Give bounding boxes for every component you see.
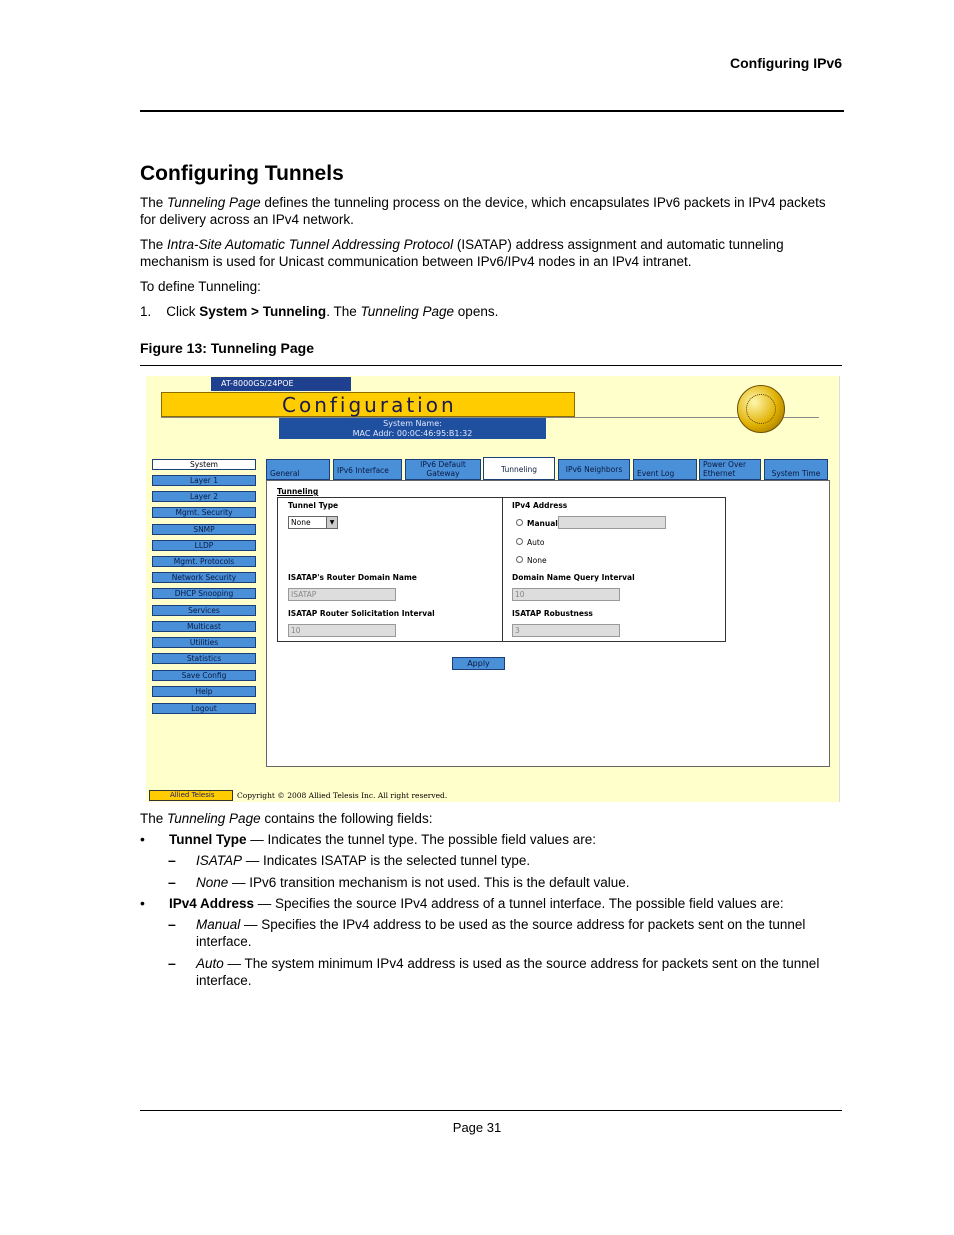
bullet-marker: • xyxy=(140,895,145,911)
sidebar-item-save-config[interactable]: Save Config xyxy=(152,670,256,681)
sidebar-item-layer1[interactable]: Layer 1 xyxy=(152,475,256,486)
subitem-manual: Manual — Specifies the IPv4 address to be used as the source address for packets sent on the tunnel interface. xyxy=(196,917,806,949)
sidebar-item-utilities[interactable]: Utilities xyxy=(152,637,256,648)
dash-marker: – xyxy=(168,852,176,868)
form-divider xyxy=(502,498,503,641)
tab-ipv6-neighbors[interactable]: IPv6 Neighbors xyxy=(558,459,630,480)
sidebar-item-mgmt-protocols[interactable]: Mgmt. Protocols xyxy=(152,556,256,567)
figure-rule xyxy=(140,365,842,366)
sidebar-item-services[interactable]: Services xyxy=(152,605,256,616)
sidebar-item-multicast[interactable]: Multicast xyxy=(152,621,256,632)
page-number: Page 31 xyxy=(452,1120,502,1135)
dash-marker: – xyxy=(168,955,176,971)
tunnel-type-label: Tunnel Type xyxy=(288,501,339,510)
running-header: Configuring IPv6 xyxy=(730,55,842,71)
header-rule xyxy=(140,110,844,112)
robustness-field[interactable]: 3 xyxy=(512,624,620,637)
dash-marker: – xyxy=(168,874,176,890)
sidebar-item-logout[interactable]: Logout xyxy=(152,703,256,714)
intro-paragraph-1: The Tunneling Page defines the tunneling process on the device, which encapsulates IPv6 packets in IPv4 packets for delivery across an IPv4 network. xyxy=(140,195,826,227)
copyright-text: Copyright © 2008 Allied Telesis Inc. All right reserved. xyxy=(237,791,448,800)
sidebar-item-dhcp-snooping[interactable]: DHCP Snooping xyxy=(152,588,256,599)
subitem-none: None — IPv6 transition mechanism is not used. This is the default value. xyxy=(196,875,630,890)
tab-general[interactable]: General xyxy=(266,459,330,480)
sidebar-item-network-security[interactable]: Network Security xyxy=(152,572,256,583)
ipv4-address-label: IPv4 Address xyxy=(512,501,568,510)
intro-paragraph-2: The Intra-Site Automatic Tunnel Addressing Protocol (ISATAP) address assignment and automatic tunneling mechanism is used for Unicast communication between IPv6/IPv4 nodes in an IPv4 intranet. xyxy=(140,237,784,269)
panel-title: Tunneling xyxy=(277,487,319,496)
subitem-isatap: ISATAP — Indicates ISATAP is the selected tunnel type. xyxy=(196,853,531,868)
model-label: AT-8000GS/24POE xyxy=(211,377,351,391)
query-interval-label: Domain Name Query Interval xyxy=(512,573,635,582)
subitem-auto: Auto — The system minimum IPv4 address is used as the source address for packets sent on the tunnel interface. xyxy=(196,956,820,988)
solicitation-interval-field[interactable]: 10 xyxy=(288,624,396,637)
radio-auto-label: Auto xyxy=(527,538,545,547)
radio-none-label: None xyxy=(527,556,547,565)
isatap-domain-field[interactable]: ISATAP xyxy=(288,588,396,601)
bullet-ipv4-address: IPv4 Address — Specifies the source IPv4 address of a tunnel interface. The possible field values are: xyxy=(169,896,784,911)
system-name: System Name: xyxy=(383,419,442,428)
fields-intro: The Tunneling Page contains the following fields: xyxy=(140,811,433,826)
radio-auto[interactable] xyxy=(516,538,523,545)
dash-marker: – xyxy=(168,916,176,932)
tab-tunneling[interactable]: Tunneling xyxy=(483,457,555,480)
footer-rule xyxy=(140,1110,842,1111)
bullet-tunnel-type: Tunnel Type — Indicates the tunnel type. The possible field values are: xyxy=(169,832,596,847)
tunneling-panel xyxy=(266,480,830,767)
sidebar-item-layer2[interactable]: Layer 2 xyxy=(152,491,256,502)
tunnel-type-select[interactable] xyxy=(288,516,338,529)
isatap-domain-label: ISATAP's Router Domain Name xyxy=(288,573,417,582)
query-interval-field[interactable]: 10 xyxy=(512,588,620,601)
mac-address: MAC Addr: 00:0C:46:95:B1:32 xyxy=(352,428,473,438)
tunnel-type-value: None xyxy=(291,518,311,527)
chevron-down-icon: ▼ xyxy=(326,517,337,528)
globe-logo-icon xyxy=(737,385,785,433)
section-title: Configuring Tunnels xyxy=(140,162,344,185)
robustness-label: ISATAP Robustness xyxy=(512,609,593,618)
configuration-banner: Configuration xyxy=(161,392,575,417)
intro-paragraph-3: To define Tunneling: xyxy=(140,279,261,294)
sidebar-item-system[interactable]: System xyxy=(152,459,256,470)
sidebar-item-statistics[interactable]: Statistics xyxy=(152,653,256,664)
ipv4-address-field[interactable] xyxy=(558,516,666,529)
allied-telesis-logo: Allied Telesis xyxy=(149,790,233,801)
bullet-marker: • xyxy=(140,831,145,847)
figure-caption: Figure 13: Tunneling Page xyxy=(140,340,314,356)
tunneling-page-screenshot xyxy=(146,376,840,802)
radio-none[interactable] xyxy=(516,556,523,563)
tab-ipv6-default-gateway[interactable]: IPv6 Default Gateway xyxy=(405,459,481,480)
tab-power-over-ethernet[interactable]: Power Over Ethernet xyxy=(699,459,761,480)
tunneling-form xyxy=(277,497,726,642)
tab-ipv6-interface[interactable]: IPv6 Interface xyxy=(333,459,402,480)
solicitation-interval-label: ISATAP Router Solicitation Interval xyxy=(288,609,435,618)
sidebar-item-help[interactable]: Help xyxy=(152,686,256,697)
tab-event-log[interactable]: Event Log xyxy=(633,459,697,480)
sidebar-item-lldp[interactable]: LLDP xyxy=(152,540,256,551)
radio-manual[interactable] xyxy=(516,519,523,526)
sidebar-item-snmp[interactable]: SNMP xyxy=(152,524,256,535)
step-1: 1. Click System > Tunneling. The Tunneling Page opens. xyxy=(140,304,499,319)
tab-system-time[interactable]: System Time xyxy=(764,459,828,480)
sidebar-item-mgmt-security[interactable]: Mgmt. Security xyxy=(152,507,256,518)
system-info-box xyxy=(279,418,546,439)
apply-button[interactable]: Apply xyxy=(452,657,505,670)
radio-manual-label: Manual xyxy=(527,519,558,528)
